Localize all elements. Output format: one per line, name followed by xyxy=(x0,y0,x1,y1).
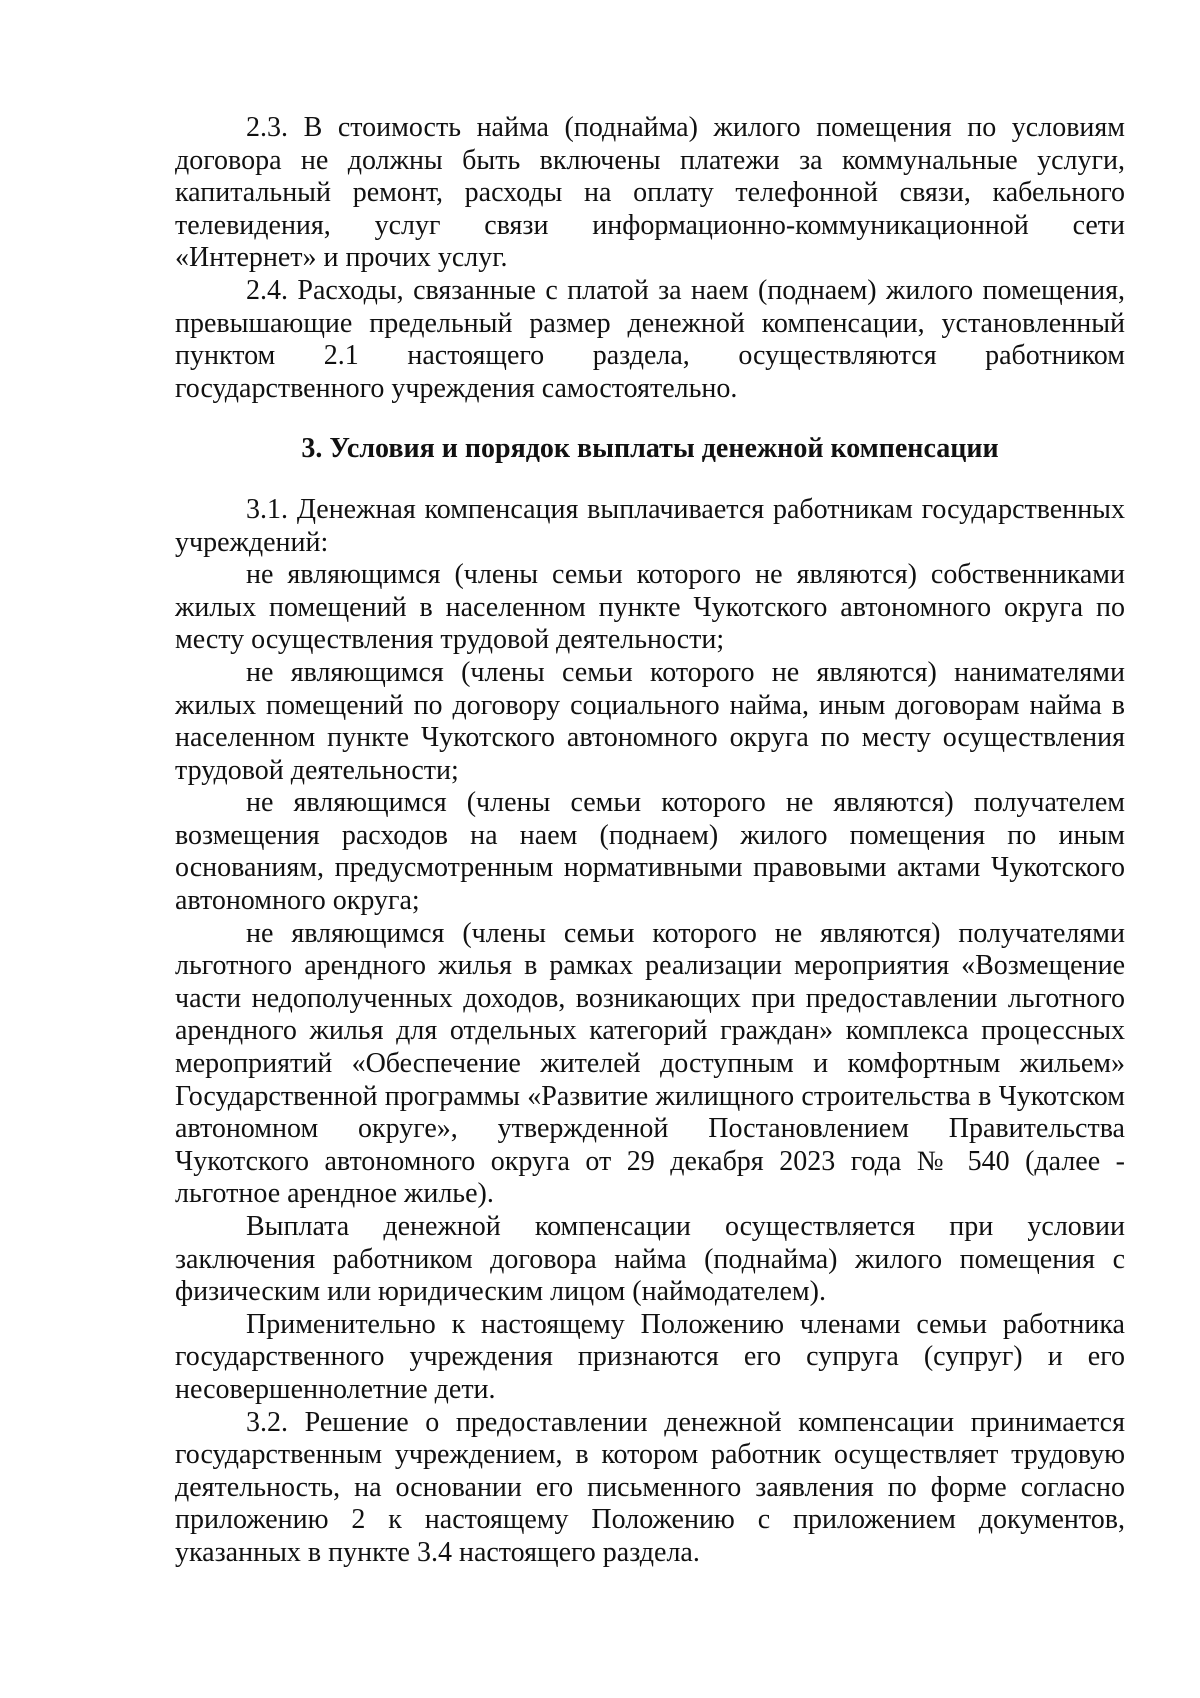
document-page xyxy=(175,112,1125,1570)
paragraph-family-members: Применительно к настоящему Положению членами семьи работника государственного учреждения признаются его супруга (супруг) и его несовершеннолетние дети. xyxy=(175,1308,1125,1405)
section-heading: 3. Условия и порядок выплаты денежной компенсации xyxy=(301,433,999,465)
paragraph-condition-owners: не являющимся (члены семьи которого не являются) собственниками жилых помещений в населенном пункте Чукотского автономного округа по месту осуществления трудовой деятельности; xyxy=(175,559,1125,656)
paragraph-condition-preferential-housing: не являющимся (члены семьи которого не являются) получателями льготного арендного жилья в рамках реализации мероприятия «Возмещение части недополученных доходов, возникающих при предоставлении льготного арендного жилья для отдельных категорий граждан» комплекса процессных мероприятий «Обеспечение жителей доступным и комфортным жильем» Государственной программы «Развитие жилищного строительства в Чукотском автономном округе», утвержденной Постановлением Правительства Чукотского автономного округа от 29 декабря 2023 года № 540 (далее - льготное арендное жилье). xyxy=(175,917,1125,1210)
paragraph-3-1: 3.1. Денежная компенсация выплачивается работникам государственных учреждений: xyxy=(175,493,1125,558)
paragraph-condition-reimbursement: не являющимся (члены семьи которого не являются) получателем возмещения расходов на наем (поднаем) жилого помещения по иным основаниям, предусмотренным нормативными правовыми актами Чукотского автономного округа; xyxy=(175,787,1125,917)
paragraph-2-3: 2.3. В стоимость найма (поднайма) жилого помещения по условиям договора не должны быть включены платежи за коммунальные услуги, капитальный ремонт, расходы на оплату телефонной связи, кабельного телевидения, услуг связи информационно-коммуникационной сети «Интернет» и прочих услуг. xyxy=(175,112,1125,274)
paragraph-payment-condition: Выплата денежной компенсации осуществляется при условии заключения работником договора найма (поднайма) жилого помещения с физическим или юридическим лицом (наймодателем). xyxy=(175,1211,1125,1308)
paragraph-condition-tenants: не являющимся (члены семьи которого не являются) нанимателями жилых помещений по договору социального найма, иным договорам найма в населенном пункте Чукотского автономного округа по месту осуществления трудовой деятельности; xyxy=(175,656,1125,786)
paragraph-2-4: 2.4. Расходы, связанные с платой за наем (поднаем) жилого помещения, превышающие предельный размер денежной компенсации, установленный пунктом 2.1 настоящего раздела, осуществляются работником государственного учреждения самостоятельно. xyxy=(175,274,1125,404)
paragraph-3-2: 3.2. Решение о предоставлении денежной компенсации принимается государственным учреждением, в котором работник осуществляет трудовую деятельность, на основании его письменного заявления по форме согласно приложению 2 к настоящему Положению с приложением документов, указанных в пункте 3.4 настоящего раздела. xyxy=(175,1406,1125,1568)
